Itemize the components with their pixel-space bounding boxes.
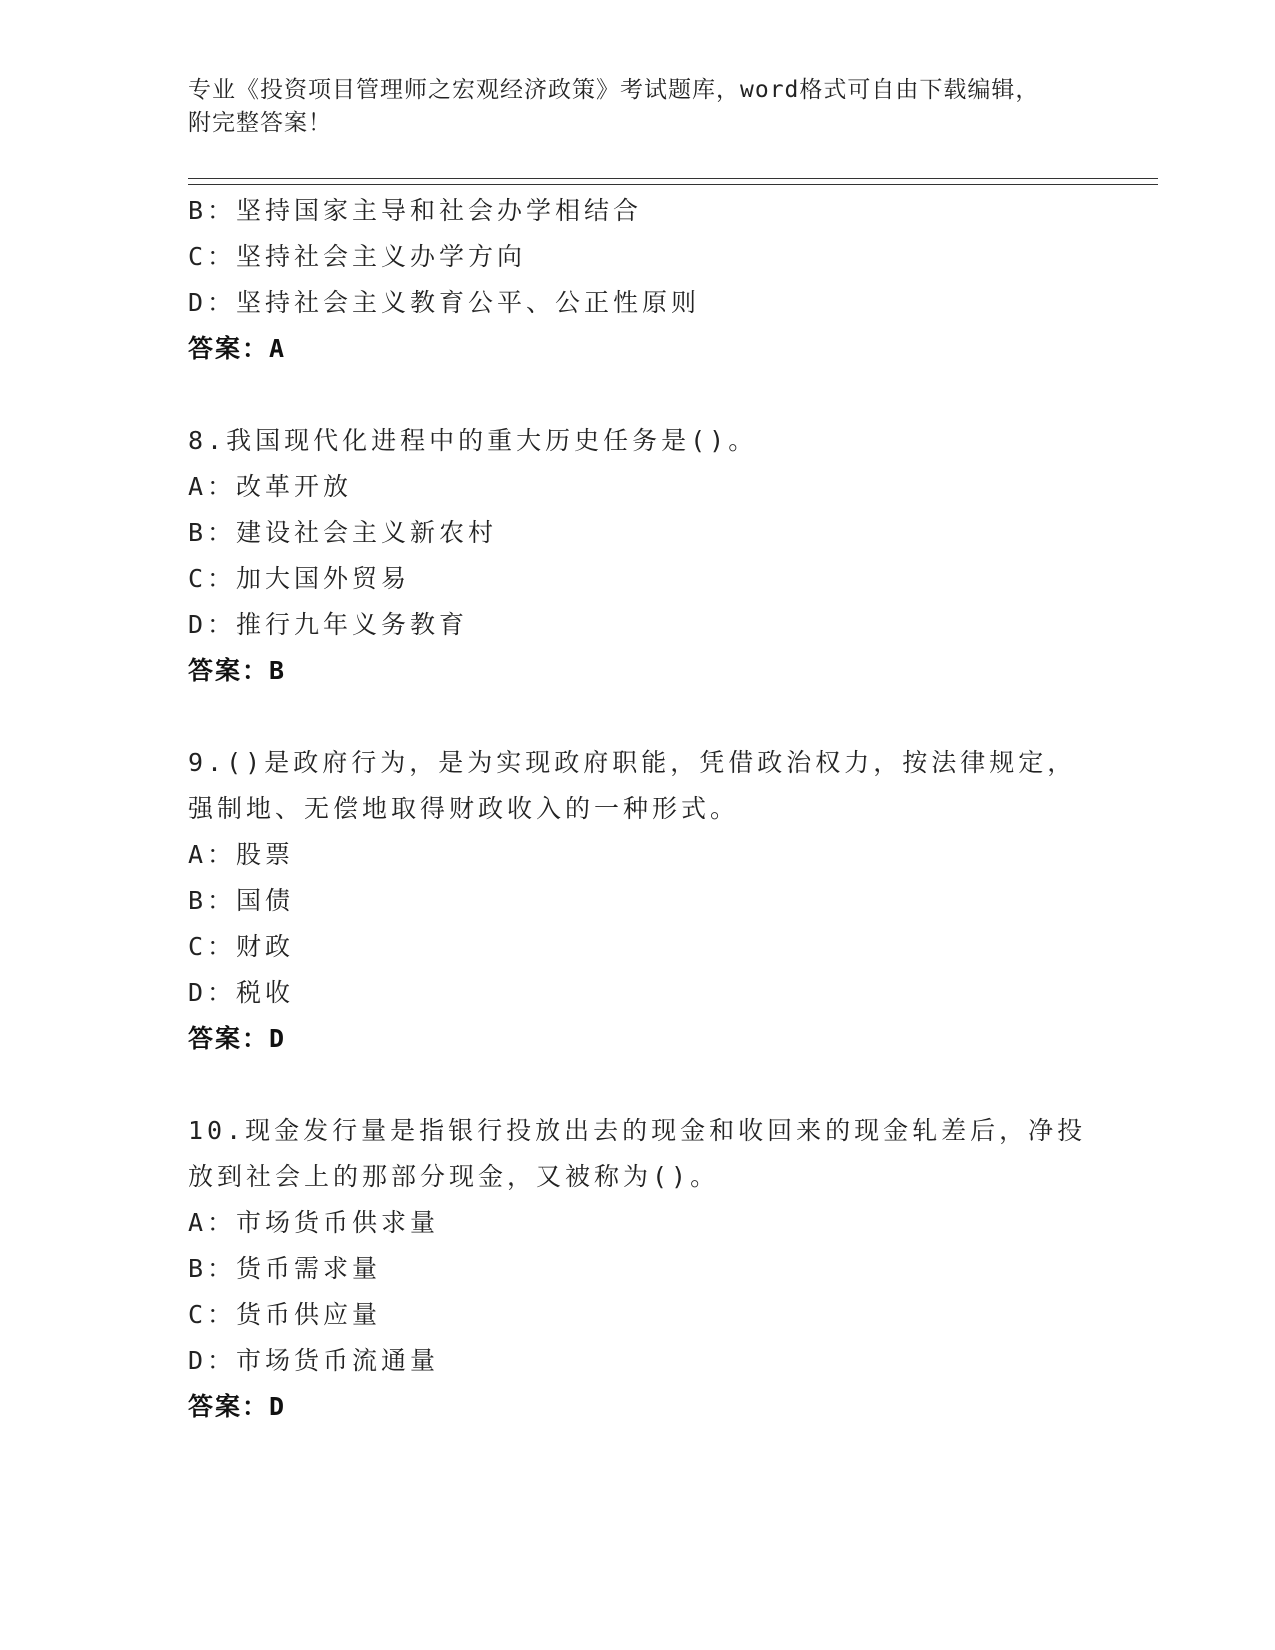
- option-b: B：建设社会主义新农村: [188, 518, 498, 547]
- question-8: [188, 418, 1088, 694]
- option-c: C：货币供应量: [188, 1300, 382, 1329]
- option-a: A：改革开放: [188, 472, 353, 501]
- question-list: [188, 188, 1088, 1430]
- question-7-continued: [188, 188, 1088, 372]
- answer-line: 答案：D: [188, 1024, 287, 1053]
- option-d: D：坚持社会主义教育公平、公正性原则: [188, 288, 701, 317]
- option-d: D：税收: [188, 978, 295, 1007]
- question-stem-line-1: 10.现金发行量是指银行投放出去的现金和收回来的现金轧差后，净投: [188, 1116, 1087, 1145]
- option-b: B：坚持国家主导和社会办学相结合: [188, 196, 643, 225]
- question-stem-line-2: 强制地、无偿地取得财政收入的一种形式。: [188, 794, 740, 823]
- option-c: C：加大国外贸易: [188, 564, 411, 593]
- option-d: D：市场货币流通量: [188, 1346, 440, 1375]
- answer-line: 答案：A: [188, 334, 287, 363]
- question-stem: 8.我国现代化进程中的重大历史任务是()。: [188, 426, 758, 455]
- option-c: C：财政: [188, 932, 295, 961]
- option-b: B：货币需求量: [188, 1254, 382, 1283]
- option-d: D：推行九年义务教育: [188, 610, 469, 639]
- option-b: B：国债: [188, 886, 295, 915]
- header-divider-bottom: [188, 184, 1158, 185]
- option-a: A：股票: [188, 840, 295, 869]
- option-a: A：市场货币供求量: [188, 1208, 440, 1237]
- answer-line: 答案：B: [188, 656, 287, 685]
- option-c: C：坚持社会主义办学方向: [188, 242, 527, 271]
- question-stem-line-2: 放到社会上的那部分现金，又被称为()。: [188, 1162, 720, 1191]
- question-10: [188, 1108, 1088, 1430]
- question-stem-line-1: 9.()是政府行为，是为实现政府职能，凭借政治权力，按法律规定，: [188, 748, 1077, 777]
- document-header: [188, 74, 1088, 140]
- question-9: [188, 740, 1088, 1062]
- answer-line: 答案：D: [188, 1392, 287, 1421]
- header-line-1: 专业《投资项目管理师之宏观经济政策》考试题库，word格式可自由下载编辑，: [188, 77, 1040, 103]
- header-divider-top: [188, 178, 1158, 179]
- header-line-2: 附完整答案！: [188, 110, 332, 136]
